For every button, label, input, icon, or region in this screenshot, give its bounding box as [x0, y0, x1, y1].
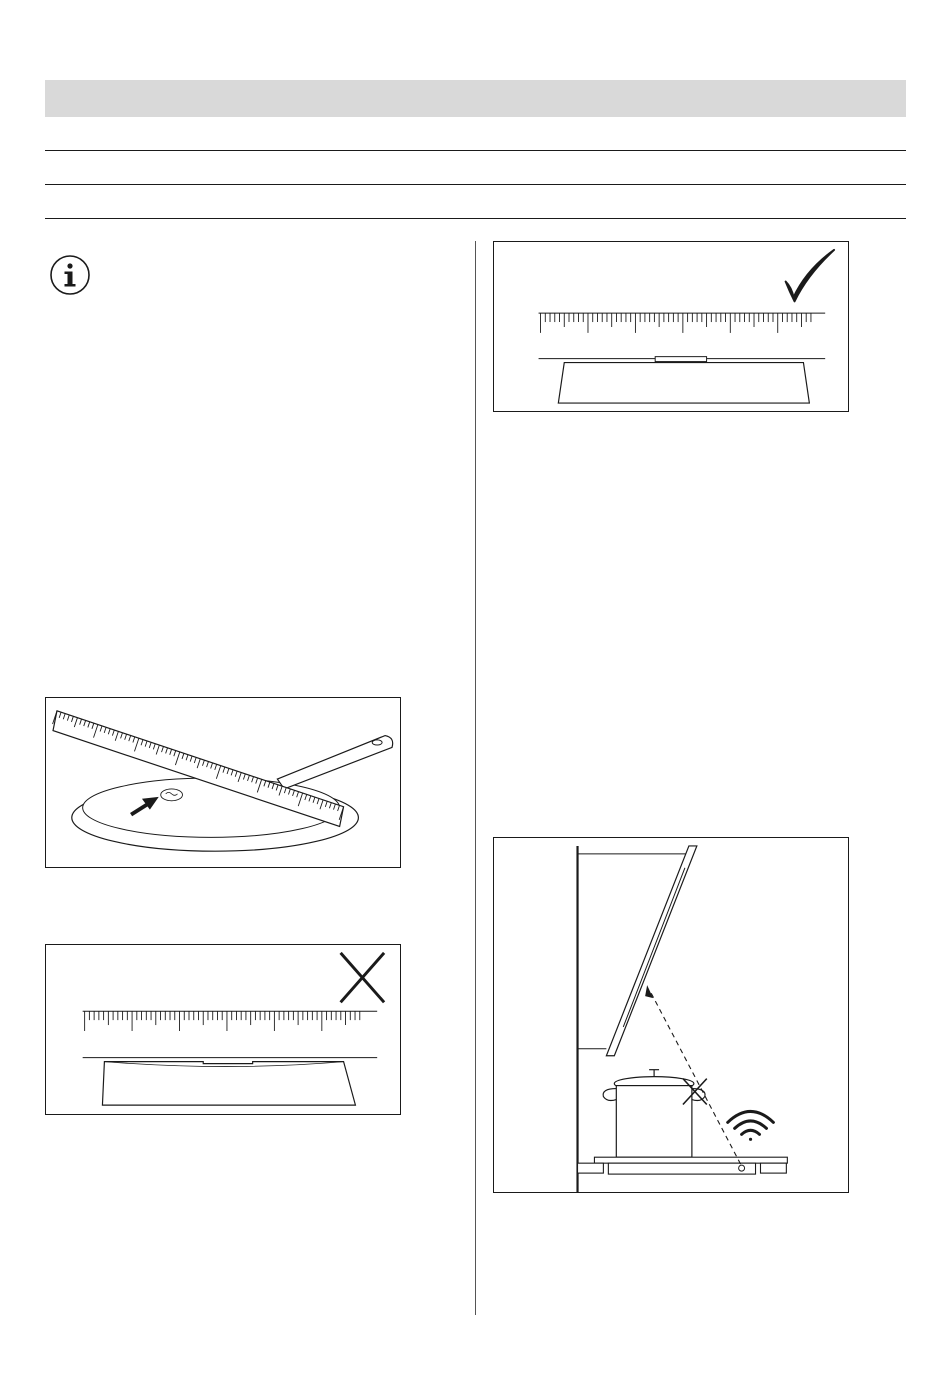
column-divider: [475, 241, 476, 1315]
wifi-signal-icon: [728, 1111, 774, 1140]
pan-base-profile: [102, 1062, 355, 1105]
pot: [603, 1070, 705, 1158]
info-icon: [49, 254, 91, 296]
pan-base-profile: [558, 363, 809, 404]
figure-hood-hob-signal: [493, 837, 849, 1193]
figure-ruler-on-pan: [45, 697, 401, 868]
divider-rule-3: [45, 218, 906, 219]
ruler-ticks: [85, 1011, 360, 1031]
hob: [578, 1157, 788, 1174]
cross-icon: [341, 953, 384, 1002]
ruler-ticks: [541, 313, 811, 333]
divider-rule-2: [45, 184, 906, 185]
figure-incorrect-pan-base: [45, 944, 401, 1115]
divider-rule-1: [45, 150, 906, 151]
cooker-hood-panel: [606, 846, 696, 1056]
figure-correct-pan-base: [493, 241, 849, 412]
checkmark-icon: [786, 250, 834, 301]
section-header-band: [45, 80, 906, 117]
